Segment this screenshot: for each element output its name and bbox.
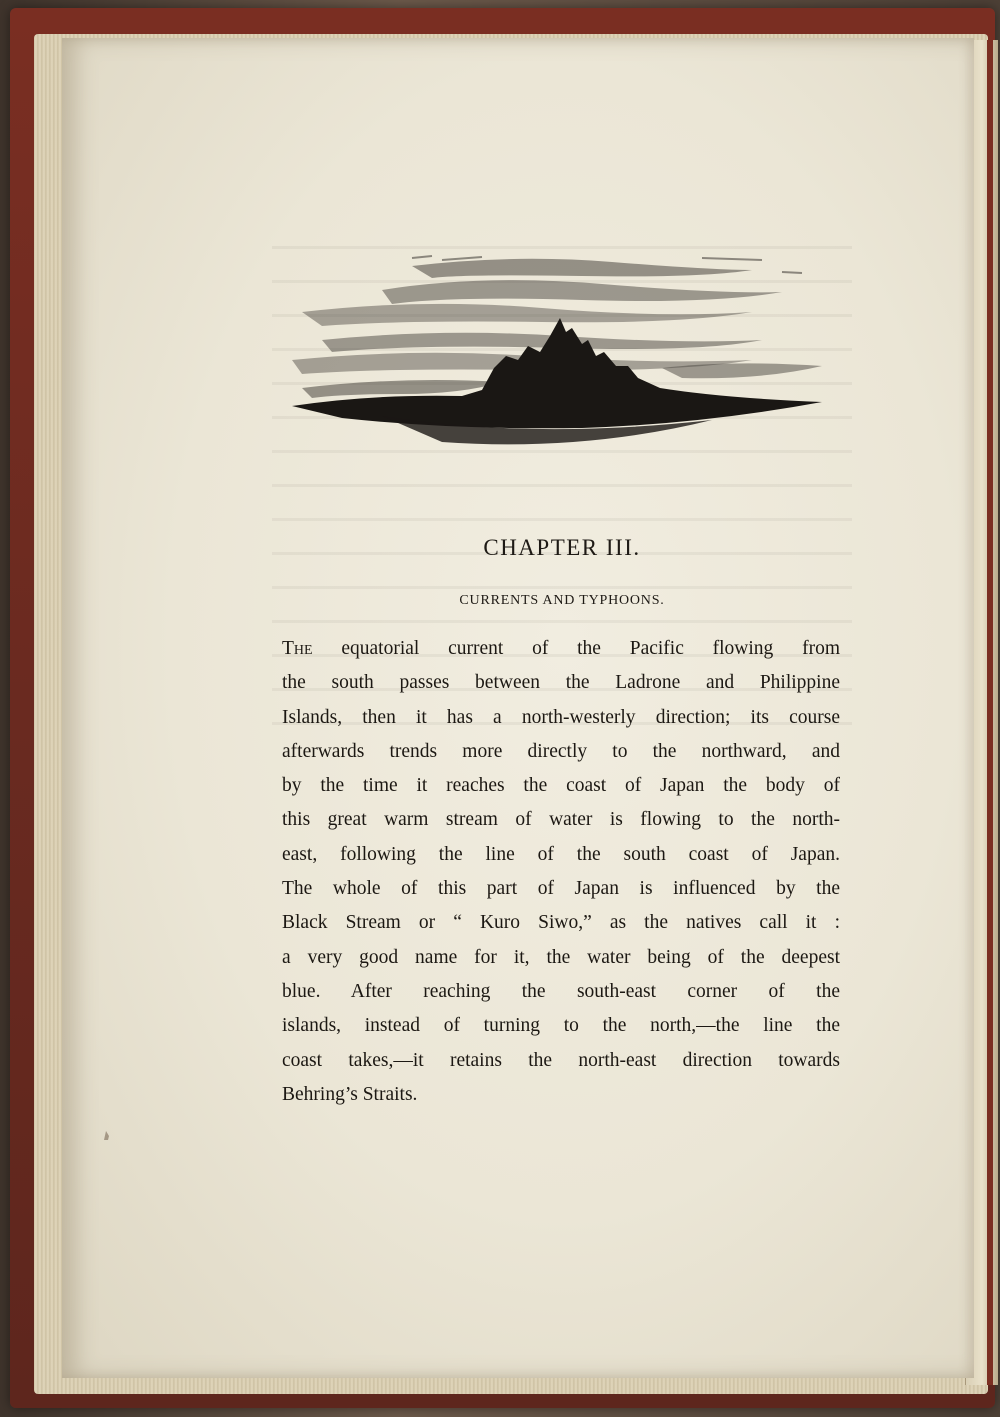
- paper-stain: [100, 1128, 114, 1142]
- text-line-12: islands, instead of turning to the north,—the line the: [282, 1015, 840, 1037]
- body-paragraph: [282, 632, 840, 1112]
- text-line-8: The whole of this part of Japan is influenced by the: [282, 878, 840, 900]
- text-line-4: afterwards trends more directly to the northward, and: [282, 740, 840, 762]
- text-line-13: coast takes,—it retains the north-east direction towards: [282, 1049, 840, 1071]
- text-line-11: blue. After reaching the south-east corner of the: [282, 980, 840, 1002]
- text-line-9: Black Stream or “ Kuro Siwo,” as the natives call it :: [282, 912, 840, 934]
- island-vignette-illustration: [282, 248, 842, 460]
- drop-word: The: [282, 638, 313, 659]
- text-line-7: east, following the line of the south coast of Japan.: [282, 843, 840, 865]
- text-line-5: by the time it reaches the coast of Japan the body of: [282, 775, 840, 797]
- text-line-10: a very good name for it, the water being of the deepest: [282, 946, 840, 968]
- text-line-2: the south passes between the Ladrone and Philippine: [282, 672, 840, 694]
- text-line-6: this great warm stream of water is flowing to the north-: [282, 809, 840, 831]
- chapter-heading: CHAPTER III.: [483, 535, 641, 560]
- line-text: equatorial current of the Pacific flowing from: [312, 638, 840, 659]
- chapter-subtitle: CURRENTS AND TYPHOONS.: [459, 593, 665, 608]
- facing-cover-edge: [987, 40, 993, 1385]
- text-line-1: [282, 632, 840, 666]
- text-line-14: Behring’s Straits.: [282, 1083, 418, 1105]
- text-line-3: Islands, then it has a north-westerly direction; its course: [282, 706, 840, 728]
